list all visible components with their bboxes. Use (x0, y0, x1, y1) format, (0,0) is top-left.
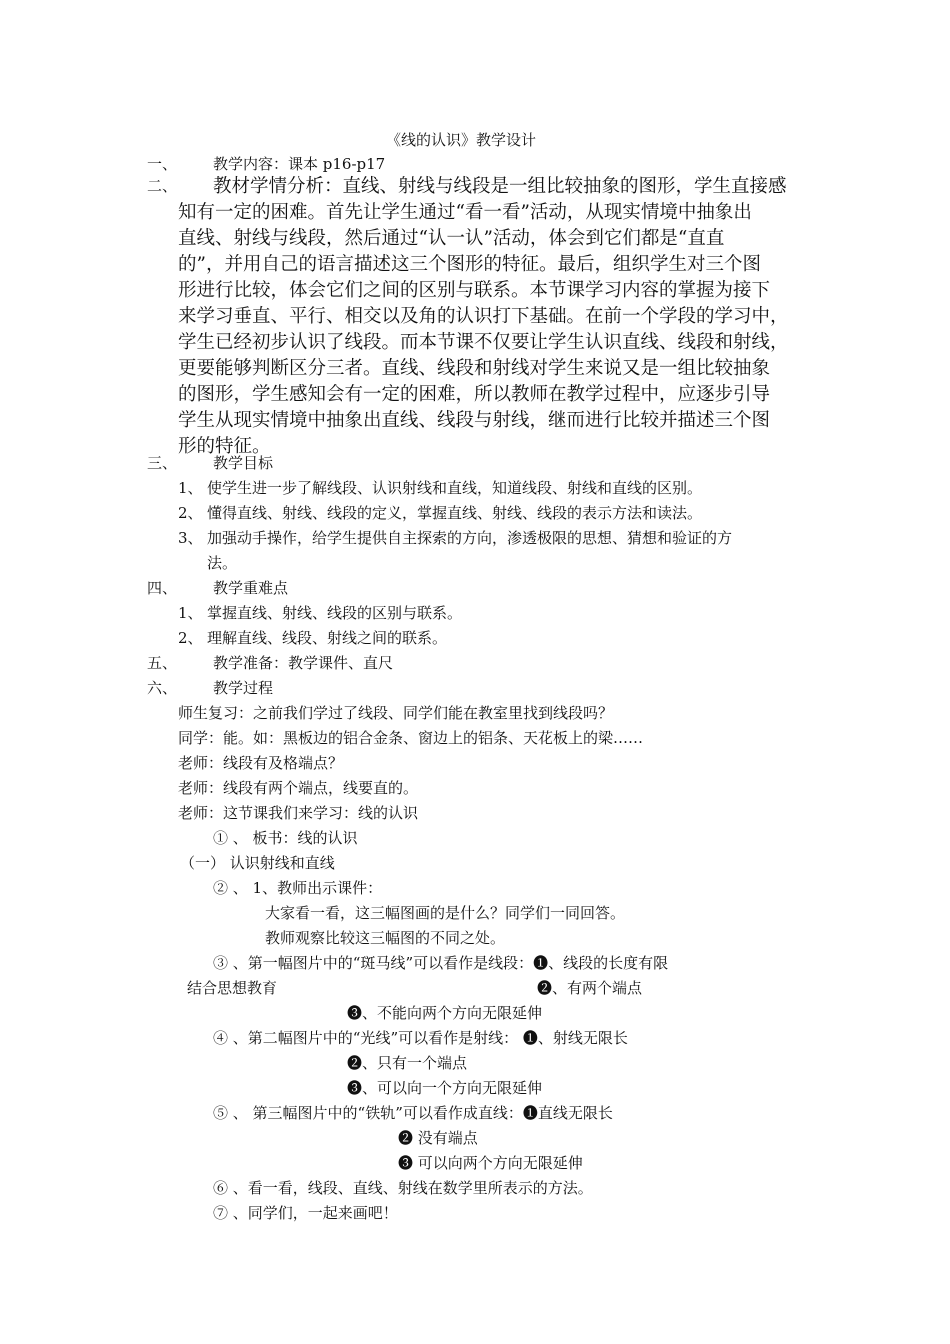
step-2-detail: 大家看一看，这三幅图画的是什么？同学们一同回答。 (265, 904, 626, 922)
step-4: ④ 、第二幅图片中的“光线”可以看作是射线： ❶、射线无限长 (213, 1029, 628, 1047)
section-2-line: 更要能够判断区分三者。直线、线段和射线对学生来说又是一组比较抽象 (178, 358, 771, 379)
goal-item-number: 2、 (178, 504, 203, 522)
section-3-number: 三、 (147, 454, 178, 472)
keypoint-item-number: 2、 (178, 629, 203, 647)
step-3: ③ 、第一幅图片中的“斑马线”可以看作是线段：❶、线段的长度有限 (213, 954, 669, 972)
section-2-line: 的”，并用自己的语言描述这三个图形的特征。最后，组织学生对三个图 (178, 254, 761, 275)
step-4-point: ❷、只有一个端点 (347, 1054, 468, 1072)
step-4-point: ❸、可以向一个方向无限延伸 (347, 1079, 543, 1097)
section-2-line: 直线、射线与线段，然后通过“认一认”活动，体会到它们都是“直直 (178, 228, 725, 249)
goal-item-text: 使学生进一步了解线段、认识射线和直线，知道线段、射线和直线的区别。 (207, 479, 703, 497)
step-5-point: ❷ 没有端点 (398, 1129, 478, 1147)
step-3-margin-note: 结合思想教育 (187, 979, 278, 997)
goal-item-text: 懂得直线、射线、线段的定义，掌握直线、射线、线段的表示方法和读法。 (207, 504, 703, 522)
step-5: ⑤ 、 第三幅图片中的“铁轨”可以看作成直线：❶直线无限长 (213, 1104, 613, 1122)
goal-item-number: 3、 (178, 529, 203, 547)
dialogue-line: 老师：这节课我们来学习：线的认识 (178, 804, 419, 822)
goal-item-text: 加强动手操作，给学生提供自主探索的方向，渗透极限的思想、猜想和验证的方 (207, 529, 733, 547)
section-2-line: 来学习垂直、平行、相交以及角的认识打下基础。在前一个学段的学习中， (178, 306, 789, 327)
keypoint-item-number: 1、 (178, 604, 203, 622)
section-6-number: 六、 (147, 679, 178, 697)
section-2-number: 二、 (147, 177, 178, 195)
subsection-1-heading: （一） 认识射线和直线 (180, 854, 335, 872)
step-2-detail: 教师观察比较这三幅图的不同之处。 (265, 929, 506, 947)
section-2-line: 形的特征。 (178, 436, 271, 457)
section-2-line: 知有一定的困难。首先让学生通过“看一看”活动，从现实情境中抽象出 (178, 202, 752, 223)
section-1-text: 教学内容：课本 p16-p17 (213, 155, 386, 173)
goal-item-text-cont: 法。 (207, 554, 238, 572)
section-6-heading: 教学过程 (213, 679, 274, 697)
step-3-point: ❷、有两个端点 (537, 979, 643, 997)
section-2-line: 教材学情分析：直线、射线与线段是一组比较抽象的图形，学生直接感 (213, 176, 787, 197)
keypoint-item-text: 理解直线、线段、射线之间的联系。 (207, 629, 448, 647)
section-5-number: 五、 (147, 654, 178, 672)
step-1: ① 、 板书：线的认识 (213, 829, 358, 847)
goal-item-number: 1、 (178, 479, 203, 497)
dialogue-line: 同学：能。如：黑板边的铝合金条、窗边上的铝条、天花板上的梁…… (178, 729, 644, 747)
step-3-point: ❸、不能向两个方向无限延伸 (347, 1004, 543, 1022)
section-2-line: 的图形，学生感知会有一定的困难，所以教师在教学过程中，应逐步引导 (178, 384, 771, 405)
section-2-line: 学生从现实情境中抽象出直线、线段与射线，继而进行比较并描述三个图 (178, 410, 771, 431)
dialogue-line: 老师：线段有及格端点？ (178, 754, 344, 772)
step-6: ⑥ 、看一看，线段、直线、射线在数学里所表示的方法。 (213, 1179, 593, 1197)
section-4-heading: 教学重难点 (213, 579, 289, 597)
section-5-text: 教学准备：教学课件、直尺 (213, 654, 394, 672)
keypoint-item-text: 掌握直线、射线、线段的区别与联系。 (207, 604, 463, 622)
dialogue-line: 师生复习：之前我们学过了线段、同学们能在教室里找到线段吗？ (178, 704, 614, 722)
section-2-line: 学生已经初步认识了线段。而本节课不仅要让学生认识直线、线段和射线， (178, 332, 789, 353)
section-4-number: 四、 (147, 579, 178, 597)
step-2: ② 、 1、教师出示课件： (213, 879, 383, 897)
document-title: 《线的认识》教学设计 (386, 131, 537, 149)
step-7: ⑦ 、同学们，一起来画吧！ (213, 1204, 398, 1222)
section-3-heading: 教学目标 (213, 454, 274, 472)
section-2-line: 形进行比较，体会它们之间的区别与联系。本节课学习内容的掌握为接下 (178, 280, 771, 301)
section-1-number: 一、 (147, 155, 178, 173)
step-5-point: ❸ 可以向两个方向无限延伸 (398, 1154, 583, 1172)
dialogue-line: 老师：线段有两个端点，线要直的。 (178, 779, 419, 797)
